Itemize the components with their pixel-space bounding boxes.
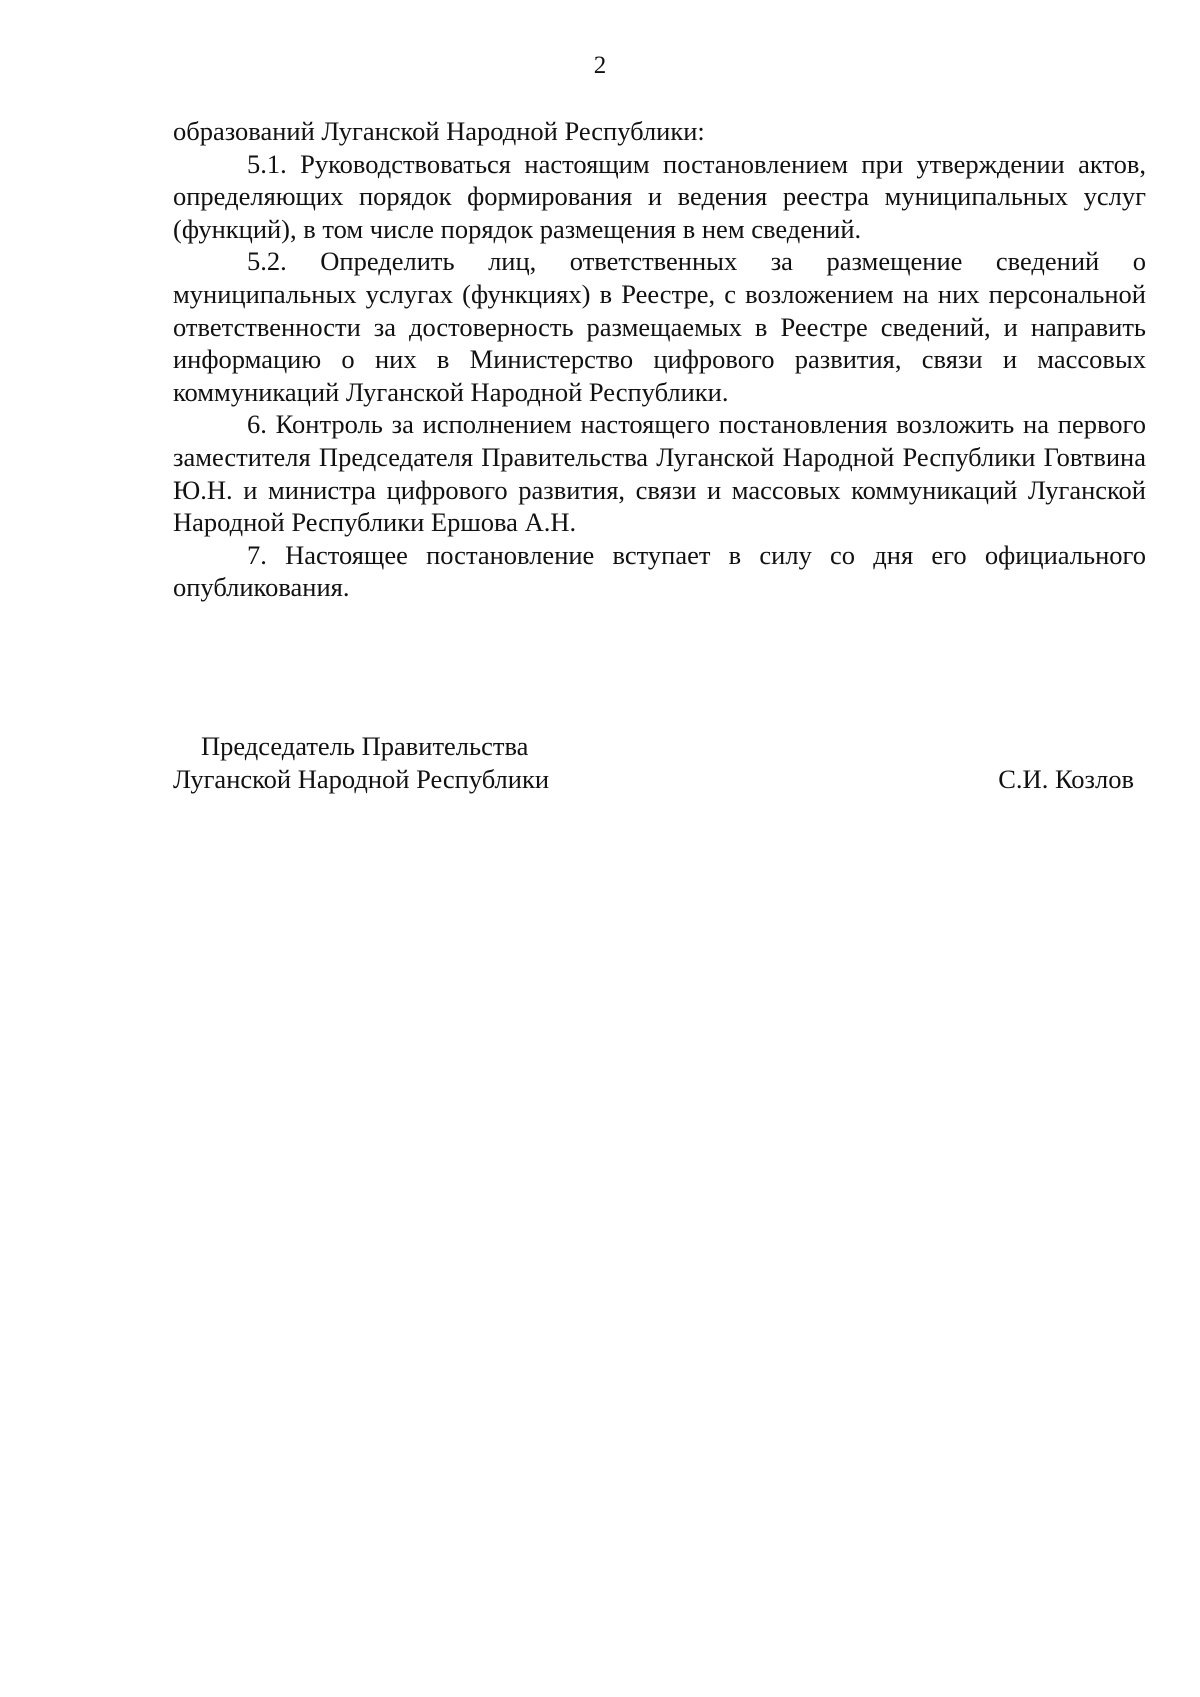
paragraph-continuation: образований Луганской Народной Республики: <box>173 116 705 146</box>
paragraph-5-2: 5.2. Определить лиц, ответственных за размещение сведений о муниципальных услугах (функциях) в Реестре, с возложением на них персональной ответственности за достоверность размещаемых в Реестре сведений, и направить информацию о них в Министерство цифрового развития, связи и массовых коммуникаций Луганской Народной Республики. <box>173 246 1146 407</box>
paragraph-7: 7. Настоящее постановление вступает в силу со дня его официального опубликования. <box>173 539 1146 603</box>
signatory-position-line1: Председатель Правительства <box>201 731 529 761</box>
document-body <box>173 115 1146 604</box>
paragraph-6: 6. Контроль за исполнением настоящего постановления возложить на первого заместителя Председателя Правительства Луганской Народной Республики Говтвина Ю.Н. и министра цифрового развития, связи и массовых коммуникаций Луганской Народной Республики Ершова А.Н. <box>173 409 1146 538</box>
signatory-name: С.И. Козлов <box>998 763 1134 794</box>
paragraph-5-1: 5.1. Руководствоваться настоящим постановлением при утверждении актов, определяющих порядок формирования и ведения реестра муниципальных услуг (функций), в том числе порядок размещения в нем сведений. <box>173 148 1146 244</box>
page-number: 2 <box>593 52 607 79</box>
signatory-position-line2: Луганской Народной Республики <box>173 763 550 794</box>
signatory-position <box>173 730 673 795</box>
